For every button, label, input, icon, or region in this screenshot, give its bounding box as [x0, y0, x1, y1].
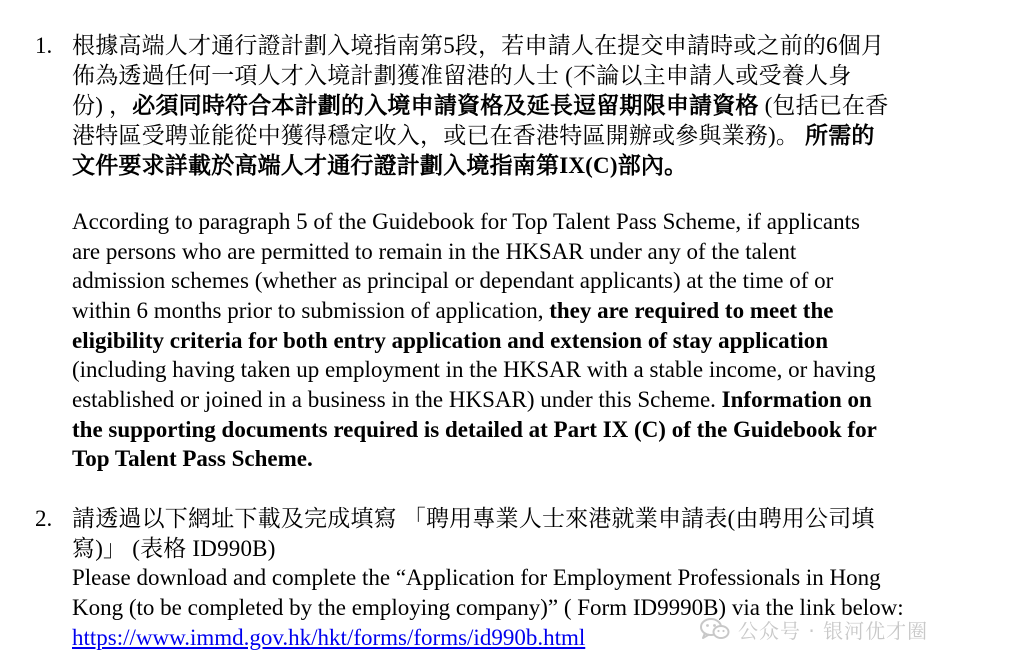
en-line: [72, 326, 828, 356]
emphasis-text: Information on: [721, 387, 872, 412]
en-line: [72, 623, 585, 653]
en-line: [72, 415, 877, 445]
en-line: According to paragraph 5 of the Guidebook for Top Talent Pass Scheme, if applicants: [72, 209, 860, 234]
emphasis-text: 所需的: [799, 123, 875, 148]
en-line: (including having taken up employment in the HKSAR with a stable income, or having: [72, 357, 876, 382]
en-line: are persons who are permitted to remain in the HKSAR under any of the talent: [72, 239, 797, 264]
zh-line: 佈為透過任何一項人才入境計劃獲准留港的人士 (不論以主申請人或受養人身: [72, 63, 852, 88]
watermark-text: 公众号 · 银河优才圈: [738, 618, 929, 643]
en-line: Please download and complete the “Application for Employment Professionals in Hong: [72, 565, 881, 590]
zh-line: [72, 151, 687, 181]
emphasis-text: the supporting documents required is detailed at Part IX (C) of the Guidebook for: [72, 417, 877, 442]
form-download-link[interactable]: https://www.immd.gov.hk/hkt/forms/forms/id990b.html: [72, 625, 586, 650]
item-number: 2.: [35, 506, 53, 531]
en-line: [72, 444, 313, 474]
en-line: Kong (to be completed by the employing company)” ( Form ID9990B) via the link below:: [72, 595, 904, 620]
zh-line: 港特區受聘並能從中獲得穩定收入，或已在香港特區開辦或參與業務)。 所需的: [72, 123, 875, 148]
item-number: 1.: [35, 33, 53, 58]
wechat-icon: [700, 617, 730, 641]
emphasis-text: eligibility criteria for both entry application and extension of stay application: [72, 328, 829, 353]
zh-line: 份) ，必須同時符合本計劃的入境申請資格及延長逗留期限申請資格 (包括已在香: [72, 93, 889, 118]
zh-line: 根據高端人才通行證計劃入境指南第5段，若申請人在提交申請時或之前的6個月: [72, 33, 885, 58]
zh-line: 請透過以下網址下載及完成填寫 「聘用專業人士來港就業申請表(由聘用公司填: [72, 506, 875, 531]
emphasis-text: 文件要求詳載於高端人才通行證計劃入境指南第IX(C)部內。: [72, 153, 688, 178]
watermark: [700, 612, 928, 646]
emphasis-text: 必須同時符合本計劃的入境申請資格及延長逗留期限申請資格: [132, 93, 759, 118]
emphasis-text: they are required to meet the: [549, 298, 834, 323]
zh-line: 寫)」 (表格 ID990B): [72, 536, 276, 561]
en-line: within 6 months prior to submission of application, they are required to meet the: [72, 298, 834, 323]
en-line: admission schemes (whether as principal or dependant applicants) at the time of or: [72, 268, 834, 293]
emphasis-text: Top Talent Pass Scheme.: [72, 446, 313, 471]
en-line: established or joined in a business in the HKSAR) under this Scheme. Information on: [72, 387, 872, 412]
